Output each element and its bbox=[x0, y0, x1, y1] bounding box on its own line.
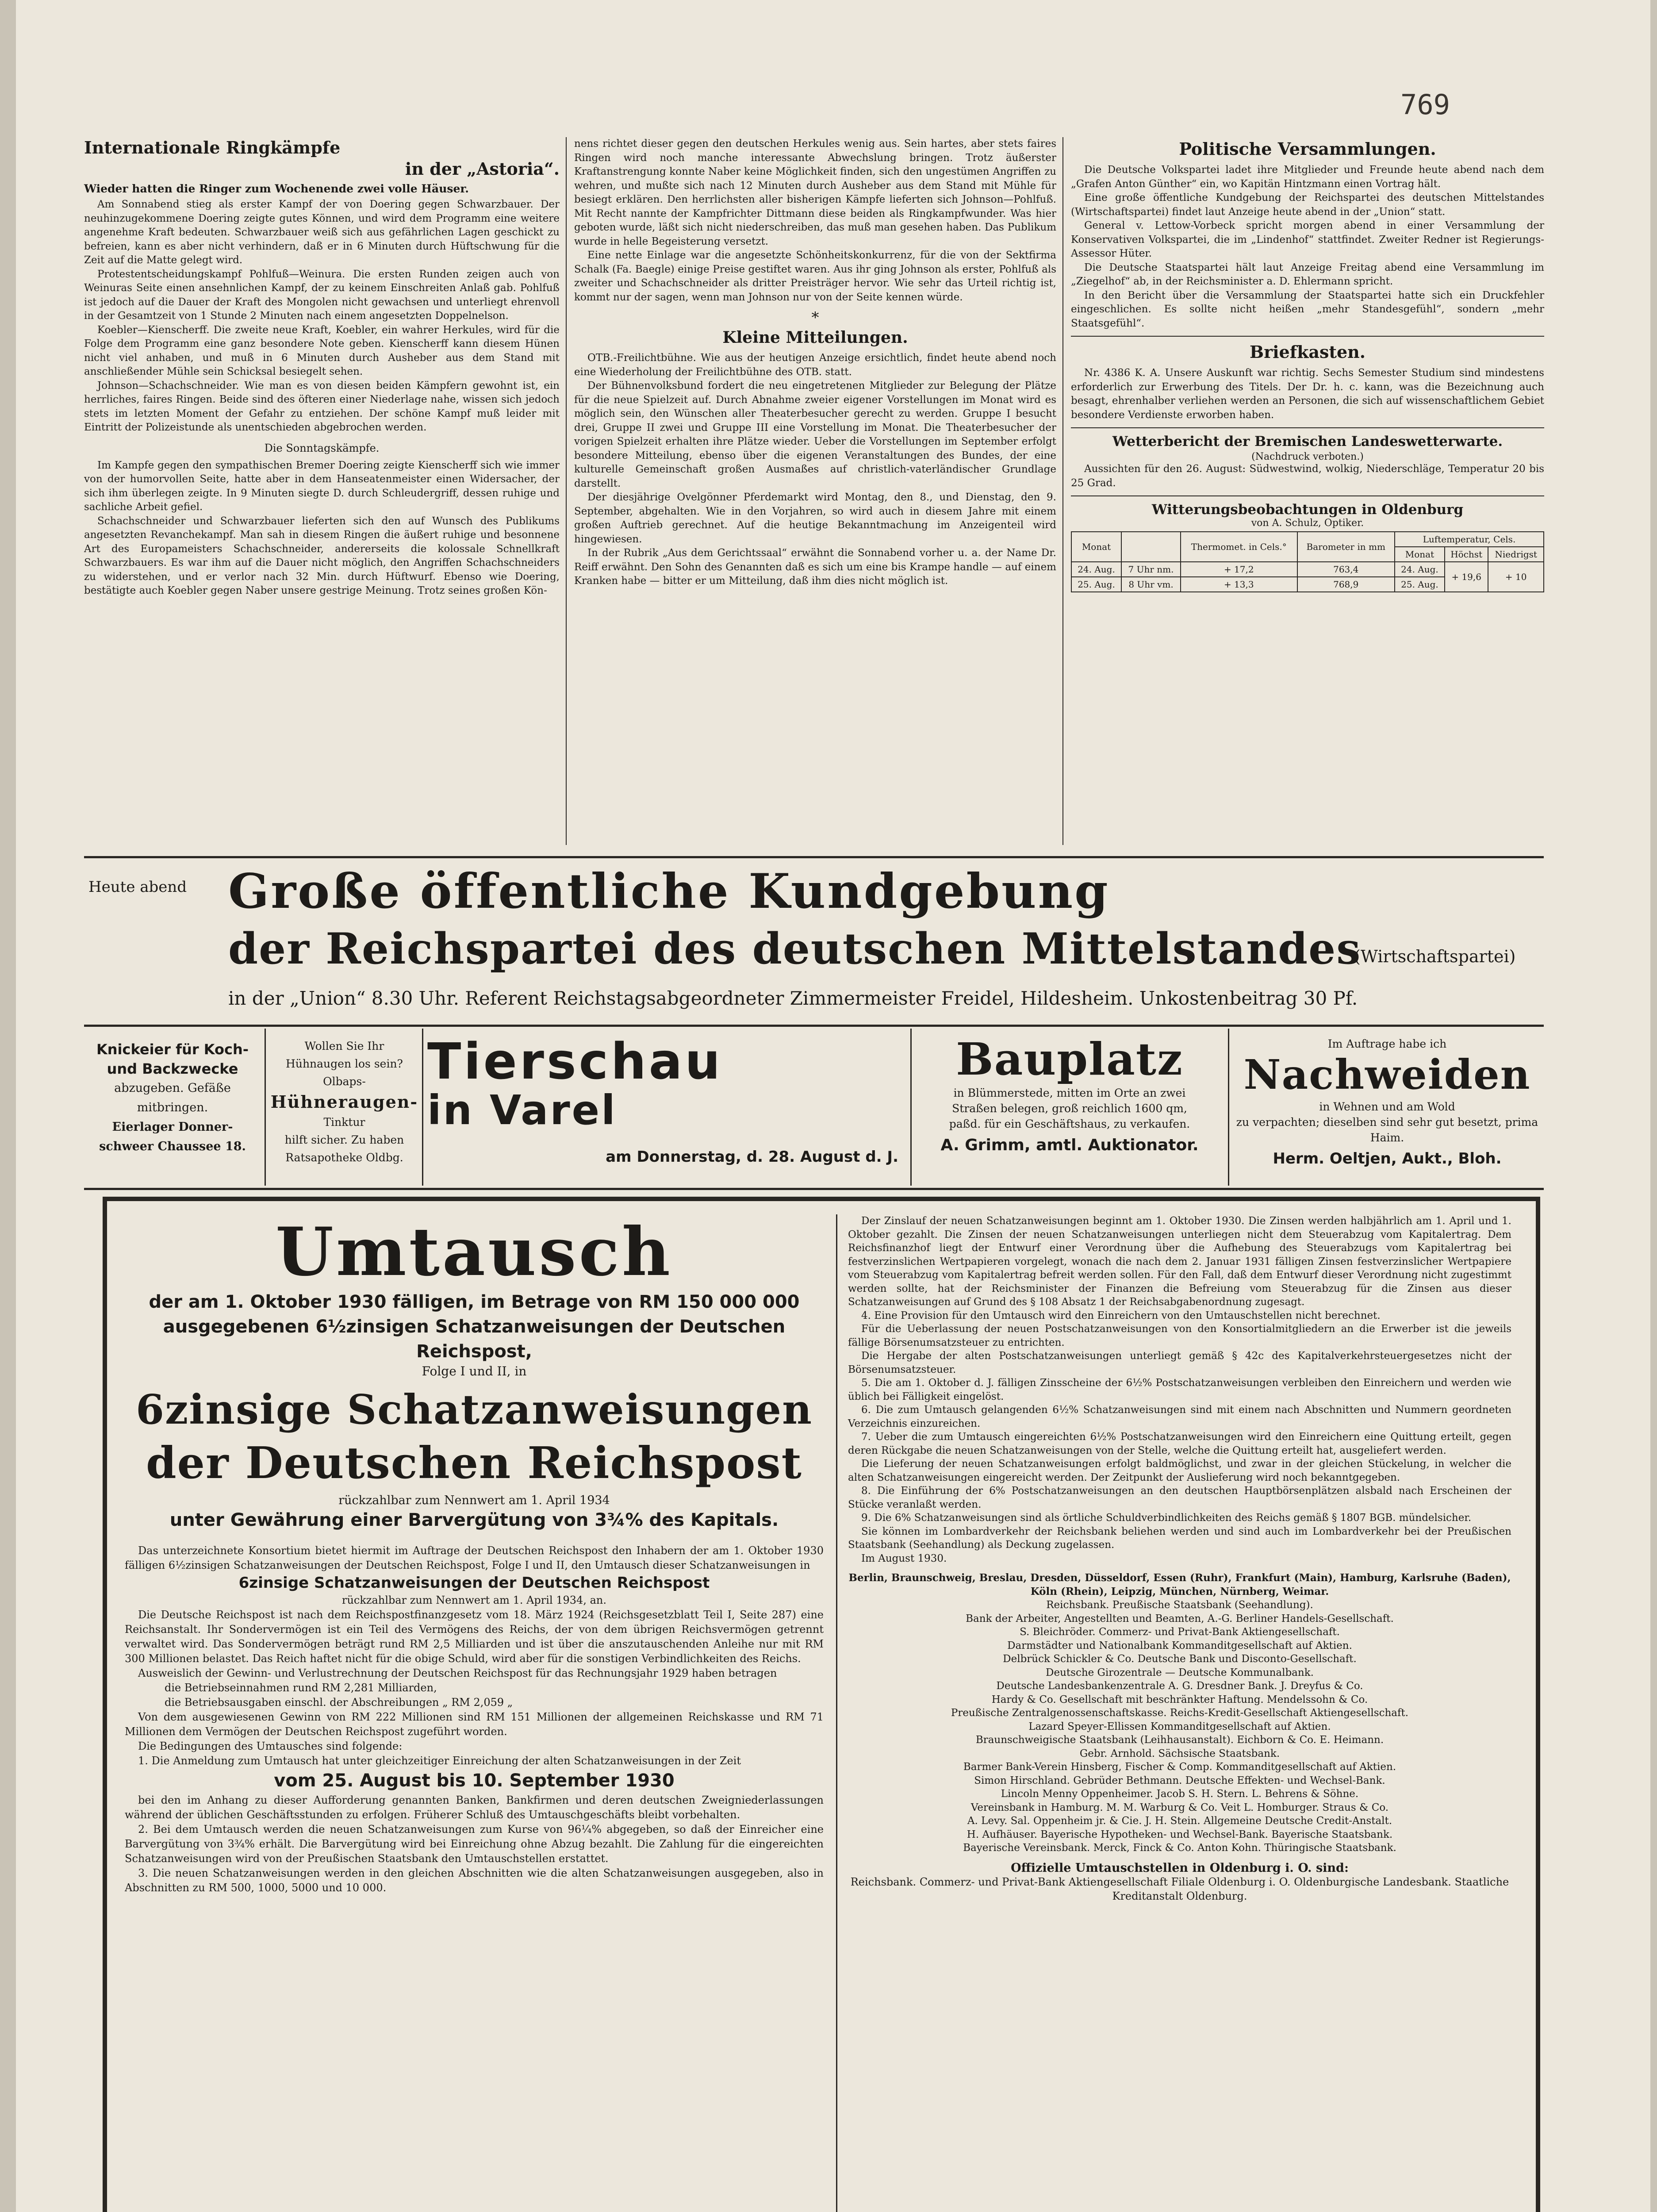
nachweiden-line: in Wehnen und am Wold bbox=[1319, 1100, 1455, 1113]
kleine-paragraph: Der diesjährige Ovelgönner Pferdemarkt wird Montag, den 8., und Dienstag, den 9. September, abgehalten. Wie in den Vorjahren, so wird auch in diesem Jahre mit einem großen Auftrieb gerechnet. Auf die heutige Bekanntmachung im Anzeigenteil wird hingewiesen. bbox=[574, 492, 1056, 545]
umtausch-left-body bbox=[125, 1544, 824, 1895]
kleine-paragraph: In der Rubrik „Aus dem Gerichtssaal“ erwähnt die Sonnabend vorher u. a. der Name Dr. Reiff erwähnt. Den Sohn des Genannten daß es sich um eine bis Krampe handle — auf einem Kranken habe — bitter er um Mitteilung, daß ihm dies nicht möglich ist. bbox=[574, 547, 1056, 587]
bank-line: S. Bleichröder. Commerz- und Privat-Bank Aktiengesellschaft. bbox=[1020, 1626, 1340, 1638]
ads-top-rule bbox=[84, 1025, 1544, 1027]
section-rule bbox=[1071, 427, 1544, 428]
umtausch-paragraph: Die Deutsche Reichspost ist nach dem Reichspostfinanzgesetz vom 18. März 1924 (Reichsgesetzblatt Teil I, Seite 287) eine Reichsanstalt. Ihr Sondervermögen ist ein Teil des Vermögens des Reichs, der von dem übrigen Reichsvermögen getrennt verwaltet wird. Das Sondervermögen beträgt rund RM 2,5 Milliarden und ist über die anszutauschenden Anleihe nur mit RM 300 Millionen belastet. Das Reich haftet nicht für die obige Schuld, wird aber für die sonstigen Verbindlichkeiten des Reichs. bbox=[125, 1609, 824, 1665]
ringkampf-continued-body bbox=[574, 137, 1056, 304]
sunday-paragraph: Schachschneider und Schwarzbauer lieferten sich den auf Wunsch des Publikums angesetzten Revanchekampf. Man sah in diesem Ringen die äußert ruhige und besonnene Art des Europameisters Schachschneider, andererseits die kolossale Schnellkraft Schwarzbauers. Es war ihm auf die Dauer nicht möglich, den Angriffen Schachschneiders zu widerstehen, und er verlor nach 32 Min. durch Hüftwurf. Ebenso wie Doering, bestätigte auch Koebler gegen Naber unsere gestrige Meinung. Trotz seines großen Kön- bbox=[84, 515, 560, 596]
nachweiden-sign: Herm. Oeltjen, Aukt., Bloh. bbox=[1273, 1150, 1502, 1167]
bank-line: Deutsche Landesbankenzentrale A. G. Dresdner Bank. J. Dreyfus & Co. bbox=[996, 1680, 1363, 1692]
umtausch-paragraph: Das unterzeichnete Konsortium bietet hiermit im Auftrage der Deutschen Reichspost den Inhabern der am 1. Oktober 1930 fälligen 6½zinsigen Schatzanweisungen der Deutschen Reichspost, Folge I und II, den Umtausch dieser Schatzanweisungen in bbox=[125, 1544, 824, 1571]
table-cell: + 10 bbox=[1488, 562, 1544, 592]
umtausch-paragraph: die Betriebseinnahmen rund RM 2,281 Milliarden, bbox=[165, 1682, 437, 1694]
umtausch-line2: ausgegebenen 6½zinsigen Schatzanweisungen der Deutschen Reichspost, bbox=[163, 1317, 786, 1362]
umtausch-line3: Folge I und II, in bbox=[422, 1364, 527, 1379]
wetter-note: (Nachdruck verboten.) bbox=[1251, 451, 1364, 462]
kundgebung-line2-suffix: (Wirtschaftspartei) bbox=[1354, 947, 1516, 966]
column-divider bbox=[566, 137, 567, 845]
bauplatz-line: paßd. für ein Geschäftshaus, zu verkaufen. bbox=[949, 1118, 1190, 1130]
table-header: Monat bbox=[1395, 547, 1445, 562]
bank-line: Hardy & Co. Gesellschaft mit beschränkter Haftung. Mendelssohn & Co. bbox=[991, 1694, 1368, 1705]
umtausch-paragraph: 8. Die Einführung der 6% Postschatzanweisungen an den deutschen Hauptbörsenplätzen alsbald nach Erscheinen der Stücke veranlaßt werden. bbox=[848, 1485, 1511, 1510]
umtausch-paragraph: 3. Die neuen Schatzanweisungen werden in den gleichen Abschnitten wie die alten Schatzanweisungen ausgegeben, also in Abschnitten zu RM 500, 1000, 5000 und 10 000. bbox=[125, 1867, 824, 1894]
banner-top-rule bbox=[84, 856, 1544, 858]
bauplatz-line: Straßen belegen, groß reichlich 1600 qm, bbox=[952, 1102, 1187, 1115]
bauplatz-sign: A. Grimm, amtl. Auktionator. bbox=[940, 1136, 1199, 1154]
ad-knickeier-line: schweer Chaussee 18. bbox=[99, 1140, 246, 1153]
nachweiden-top: Im Auftrage habe ich bbox=[1327, 1037, 1447, 1050]
umtausch-paragraph: 5. Die am 1. Oktober d. J. fälligen Zinsscheine der 6½% Postschatzanweisungen verbleiben den Einreichern und werden wie üblich bei Fälligkeit eingelöst. bbox=[848, 1377, 1511, 1402]
section-rule bbox=[1071, 495, 1544, 496]
ringkampf-paragraph: nens richtet dieser gegen den deutschen Herkules wenig aus. Sein hartes, aber stets faires Ringen wird noch manche interessante Abwechslung bringen. Trotz äußerster Kraftanstrengung konnte Naber keine Möglichkeit finden, sich den ungestümen Angriffen zu wehren, und mußte sich nach 12 Minuten durch Ausheber aus dem Stand mit Mühle für besiegt erklären. Den herrlichsten aller bisherigen Kämpfe lieferten sich Johnson—Pohlfuß. Mit Recht nannte der Kampfrichter Dittmann diese beiden als Ringkampfwunder. Was hier geboten wurde, läßt sich nicht niederschreiben, das muß man gesehen haben. Das Publikum wurde in helle Begeisterung versetzt. bbox=[574, 138, 1056, 247]
umtausch-paragraph: bei den im Anhang zu dieser Aufforderung genannten Banken, Bankfirmen und deren deutschen Zweigniederlassungen während der üblichen Geschäftsstunden zu erfolgen. Früherer Schluß des Umtauschgeschäfts bleibt vorbehalten. bbox=[125, 1794, 824, 1821]
bank-line: Darmstädter und Nationalbank Kommanditgesellschaft auf Aktien. bbox=[1007, 1640, 1352, 1651]
umtausch-line1: der am 1. Oktober 1930 fälligen, im Betrage von RM 150 000 000 bbox=[149, 1292, 800, 1312]
table-cell: 24. Aug. bbox=[1071, 562, 1121, 577]
umtausch-right-body bbox=[848, 1214, 1511, 1565]
ad-divider bbox=[422, 1029, 423, 1186]
umtausch-paragraph: Die Bedingungen des Umtausches sind folgende: bbox=[138, 1740, 403, 1752]
umtausch-paragraph: 7. Ueber die zum Umtausch eingereichten 6½% Postschatzanweisungen wird den Einreichern eine Quittung erteilt, gegen deren Rückgabe die neuen Schatzanweisungen von der Stelle, welche die Quittung erteilt hat, ausgeliefert werden. bbox=[848, 1431, 1511, 1456]
ringkampf-continued bbox=[574, 137, 1056, 588]
table-cell: 25. Aug. bbox=[1071, 577, 1121, 592]
table-header: Niedrigst bbox=[1488, 547, 1544, 562]
umtausch-paragraph: 2. Bei dem Umtausch werden die neuen Schatzanweisungen zum Kurse von 96¼% abgegeben, so daß der Einreicher eine Barvergütung von 3¾% erhält. Die Barvergütung wird bei Einreichung ohne Abzug bezahlt. Die Zahlung für die eingereichten Schatzanweisungen wird von der Preußischen Staatsbank den Umtauschstellen erstattet. bbox=[125, 1823, 824, 1865]
wetter-body bbox=[1071, 462, 1544, 490]
table-header-row bbox=[1071, 532, 1544, 547]
politische-paragraph: In den Bericht über die Versammlung der Staatspartei hatte sich ein Druckfehler eingeschlichen. Es sollte nicht heißen „mehr Standesgefühl“, sondern „mehr Staatsgefühl“. bbox=[1071, 289, 1544, 329]
ad-divider bbox=[265, 1029, 266, 1186]
ad-knickeier-line: abzugeben. Gefäße bbox=[114, 1081, 231, 1095]
table-header: Luftemperatur, Cels. bbox=[1395, 532, 1544, 547]
umtausch-paragraph: Für die Ueberlassung der neuen Postschatzanweisungen von den Konsortialmitgliedern an die Erwerber ist die jeweils fällige Börsenumsatzsteuer zu entrichten. bbox=[848, 1323, 1511, 1348]
sunday-heading: Die Sonntagskämpfe. bbox=[264, 442, 380, 454]
bank-line: Gebr. Arnhold. Sächsische Staatsbank. bbox=[1079, 1747, 1280, 1759]
bank-line: H. Aufhäuser. Bayerische Hypotheken- und Wechsel-Bank. Bayerische Staatsbank. bbox=[967, 1828, 1393, 1840]
sunday-body bbox=[84, 459, 560, 598]
ad-knickeier-line: mitbringen. bbox=[137, 1101, 208, 1114]
bank-line: Braunschweigische Staatsbank (Leihhausanstalt). Eichborn & Co. E. Heimann. bbox=[975, 1734, 1384, 1746]
umtausch-left bbox=[125, 1214, 824, 1895]
umtausch-paragraph: 9. Die 6% Schatzanweisungen sind als örtliche Schuldverbindlichkeiten des Reichs gemäß § 1807 BGB. mündelsicher. bbox=[861, 1512, 1472, 1524]
page-number: 769 bbox=[1400, 88, 1450, 121]
ringkampf-article bbox=[84, 137, 560, 598]
umtausch-big2: der Deutschen Reichspost bbox=[146, 1438, 802, 1489]
witterung-title: Witterungsbeobachtungen in Oldenburg bbox=[1151, 502, 1464, 518]
umtausch-title: Umtausch bbox=[276, 1213, 673, 1291]
kleine-paragraph: OTB.-Freilichtbühne. Wie aus der heutigen Anzeige ersichtlich, findet heute abend noch eine Wiederholung der Freilichtbühne des OTB. statt. bbox=[574, 352, 1056, 378]
ad-huehner-line: hilft sicher. Zu haben bbox=[284, 1133, 404, 1146]
ad-bauplatz bbox=[915, 1033, 1224, 1154]
table-cell: 24. Aug. bbox=[1395, 562, 1445, 577]
bauplatz-title: Bauplatz bbox=[956, 1033, 1183, 1085]
table-cell: + 13,3 bbox=[1181, 577, 1297, 592]
umtausch-paragraph: 4. Eine Provision für den Umtausch wird den Einreichern von den Umtauschstellen nicht berechnet. bbox=[861, 1310, 1381, 1321]
ad-huehner-line: Hühnaugen los sein? bbox=[286, 1057, 403, 1070]
ad-huehner-line: Ratsapotheke Oldbg. bbox=[285, 1151, 403, 1164]
kundgebung-line3: in der „Union“ 8.30 Uhr. Referent Reichstagsabgeordneter Zimmermeister Freidel, Hildesheim. Unkostenbeitrag 30 Pf. bbox=[228, 987, 1358, 1009]
witterung-subtitle: von A. Schulz, Optiker. bbox=[1251, 518, 1364, 529]
ad-huehneraugen bbox=[270, 1037, 418, 1167]
ad-knickeier bbox=[84, 1040, 261, 1156]
ad-divider bbox=[1228, 1029, 1229, 1186]
politische-paragraph: Die Deutsche Staatspartei hält laut Anzeige Freitag abend eine Versammlung im „Ziegelhof“ ab, in der Reichsminister a. D. Ehlermann spricht. bbox=[1071, 261, 1544, 287]
umtausch-paragraph: Der Zinslauf der neuen Schatzanweisungen beginnt am 1. Oktober 1930. Die Zinsen werden halbjährlich am 1. April und 1. Oktober gezahlt. Die Zinsen der neuen Schatzanweisungen unterliegen nicht dem Steuerabzug vom Kapitalertrag. Dem Reichsfinanzhof liegt der Entwurf einer Verordnung über die Aufhebung des Steuerabzugs vom Kapitalertrag bei festverzinslichen Wertpapieren vorgelegt, wonach die nach dem 2. Januar 1931 fälligen Zinsen festverzinslicher Wertpapiere vom Steuerabzug vom Kapitalertrag befreit werden sollen. Für den Fall, daß dem Entwurf dieser Verordnung nicht zugestimmt werden sollte, hat der Reichsminister der Finanzen die Befreiung vom Steuerabzug für die Zinsen aus dieser Schatzanweisungen auf Grund des § 108 Absatz 1 der Reichsabgabenordnung zugesagt. bbox=[848, 1215, 1511, 1308]
bank-line: Deutsche Girozentrale — Deutsche Kommunalbank. bbox=[1046, 1667, 1314, 1678]
umtausch-paragraph: die Betriebsausgaben einschl. der Abschreibungen „ RM 2,059 „ bbox=[165, 1696, 513, 1709]
umtausch-paragraph: Sie können im Lombardverkehr der Reichsbank beliehen werden und sind auch im Lombardverkehr bei der Preußischen Staatsbank (Seehandlung) als Deckung zugelassen. bbox=[848, 1525, 1511, 1551]
bank-line: Reichsbank. Preußische Staatsbank (Seehandlung). bbox=[1046, 1599, 1313, 1611]
umtausch-paragraph: Die Lieferung der neuen Schatzanweisungen erfolgt baldmöglichst, und zwar in der gleichen Stückelung, in welcher die alten Schatzanweisungen eingereicht werden. Der Zeitpunkt der Auslieferung wird noch bekanntgegeben. bbox=[848, 1458, 1511, 1483]
table-cell: 768,9 bbox=[1297, 577, 1395, 592]
umtausch-line5: unter Gewährung einer Barvergütung von 3¾% des Kapitals. bbox=[169, 1510, 779, 1530]
witterung-table bbox=[1071, 531, 1544, 592]
section-rule bbox=[1071, 336, 1544, 337]
kundgebung-line2: der Reichspartei des deutschen Mittelstandes bbox=[228, 924, 1362, 974]
table-row bbox=[1071, 562, 1544, 577]
briefkasten-text: Nr. 4386 K. A. Unsere Auskunft war richtig. Sechs Semester Studium sind mindestens erforderlich zur Erwerbung des Titels. Der Dr. h. c. kann, was die Bezeichnung auch besagt, ehrenhalber verliehen werden an Personen, die sich auf wissenschaftlichem Gebiet besondere Verdienste erworben haben. bbox=[1071, 367, 1544, 421]
umtausch-paragraph: Von dem ausgewiesenen Gewinn von RM 222 Millionen sind RM 151 Millionen der allgemeinen Reichskasse und RM 71 Millionen dem Vermögen der Deutschen Reichspost zugeführt worden. bbox=[125, 1711, 824, 1738]
tierschau-date: am Donnerstag, d. 28. August d. J. bbox=[606, 1148, 898, 1166]
ad-huehner-line: Tinktur bbox=[323, 1116, 365, 1129]
kleine-body bbox=[574, 351, 1056, 588]
ringkampf-subtitle: Wieder hatten die Ringer zum Wochenende zwei volle Häuser. bbox=[84, 182, 469, 195]
right-column bbox=[1071, 137, 1544, 592]
ringkampf-paragraph: Protestentscheidungskampf Pohlfuß—Weinura. Die ersten Runden zeigen auch von Weinuras Seite einen ansehnlichen Kampf, der zu keinem Einschreiten Anlaß gab. Pohlfuß ist jedoch auf die Dauer der Kraft des Mongolen nicht gewachsen und unterliegt ehrenvoll in der Gesamtzeit von 1 Stunde 2 Minuten nach einem angesetzten Doppelnelson. bbox=[84, 268, 560, 322]
umtausch-paragraph: Die Hergabe der alten Postschatzanweisungen unterliegt gemäß § 42c des Kapitalverkehrsteuergesetzes nicht der Börsenumsatzsteuer. bbox=[848, 1350, 1511, 1375]
wetter-text: Aussichten für den 26. August: Südwestwind, wolkig, Niederschläge, Temperatur 20 bis 25 Grad. bbox=[1071, 463, 1544, 489]
politische-title: Politische Versammlungen. bbox=[1179, 139, 1436, 159]
table-cell: 763,4 bbox=[1297, 562, 1395, 577]
bank-line: Lincoln Menny Oppenheimer. Jacob S. H. Stern. L. Behrens & Söhne. bbox=[1001, 1788, 1359, 1800]
asterisk-separator: * bbox=[811, 309, 819, 326]
politische-body bbox=[1071, 163, 1544, 330]
umtausch-divider bbox=[836, 1214, 837, 2212]
nachweiden-title: Nachweiden bbox=[1243, 1051, 1531, 1098]
tierschau-title: Tierschau bbox=[427, 1033, 723, 1091]
ringkampf-paragraph: Eine nette Einlage war die angesetzte Schönheitskonkurrenz, für die von der Sektfirma Schalk (Fa. Baegle) einige Preise gestiftet waren. Aus ihr ging Johnson als erster, Pohlfuß als zweiter und Schachschneider als dritter Preisträger hervor. Wie sehr das Urteil richtig ist, kommt nur der sagen, wenn man Johnson nur von der Seite kennen würde. bbox=[574, 250, 1056, 303]
kleine-paragraph: Der Bühnenvolksbund fordert die neu eingetretenen Mitglieder zur Belegung der Plätze für die neue Spielzeit auf. Durch Abnahme zweier eigener Vorstellungen im Monat wird es möglich sein, den Wünschen aller Theaterbesucher gerecht zu werden. Gruppe I besucht drei, Gruppe II zwei und Gruppe III eine Vorstellung im Monat. Die Theaterbesucher der vorigen Spielzeit erhalten ihre Plätze wieder. Ueber die Vorstellungen im September erfolgt besondere Mitteilung, ebenso über die eigenen Veranstaltungen des Bundes, der eine kulturelle Gemeinschaft großen Ausmaßes auf christlich-vaterländischer Grundlage darstellt. bbox=[574, 380, 1056, 489]
umtausch-paragraph: 6zinsige Schatzanweisungen der Deutschen Reichspost bbox=[238, 1574, 710, 1592]
ads-bottom-rule bbox=[84, 1188, 1544, 1190]
bank-line: Bank der Arbeiter, Angestellten und Beamten, A.-G. Berliner Handels-Gesellschaft. bbox=[966, 1613, 1394, 1624]
ringkampf-title-1: Internationale Ringkämpfe bbox=[84, 138, 341, 157]
table-cell: + 19,6 bbox=[1445, 562, 1488, 592]
table-header bbox=[1121, 532, 1181, 562]
ad-tierschau bbox=[427, 1035, 907, 1186]
umtausch-paragraph: rückzahlbar zum Nennwert am 1. April 1934, an. bbox=[342, 1594, 606, 1606]
ad-divider bbox=[910, 1029, 912, 1186]
ringkampf-body bbox=[84, 198, 560, 435]
bank-line: Bayerische Vereinsbank. Merck, Finck & Co. Anton Kohn. Thüringische Staatsbank. bbox=[963, 1842, 1396, 1854]
politische-paragraph: Die Deutsche Volkspartei ladet ihre Mitglieder und Freunde heute abend nach dem „Grafen Anton Günther“ ein, wo Kapitän Hintzmann einen Vortrag hält. bbox=[1071, 164, 1544, 190]
table-header: Höchst bbox=[1445, 547, 1488, 562]
kundgebung-prefix: Heute abend bbox=[88, 878, 187, 896]
politische-paragraph: Eine große öffentliche Kundgebung der Reichspartei des deutschen Mittelstandes (Wirtschaftspartei) findet laut Anzeige heute abend in der „Union“ statt. bbox=[1071, 192, 1544, 218]
table-cell: + 17,2 bbox=[1181, 562, 1297, 577]
table-header: Thermomet. in Cels.° bbox=[1181, 532, 1297, 562]
ringkampf-paragraph: Koebler—Kienscherff. Die zweite neue Kraft, Koebler, ein wahrer Herkules, wird für die Folge dem Programm eine ganz besondere Note geben. Kienscherff kann diesem Hünen nicht viel anhaben, und muß in 6 Minuten durch Ausheber aus dem Stand mit anschließender Mühle sein Schicksal besiegelt sehen. bbox=[84, 324, 560, 377]
bauplatz-line: in Blümmerstede, mitten im Orte an zwei bbox=[953, 1087, 1186, 1099]
bank-line: Delbrück Schickler & Co. Deutsche Bank und Disconto-Gesellschaft. bbox=[1003, 1653, 1357, 1665]
umtausch-paragraph: Im August 1930. bbox=[861, 1552, 947, 1564]
ad-nachweiden bbox=[1232, 1037, 1542, 1167]
table-cell: 25. Aug. bbox=[1395, 577, 1445, 592]
umtausch-paragraph: vom 25. August bis 10. September 1930 bbox=[274, 1770, 675, 1791]
official-title: Offizielle Umtauschstellen in Oldenburg i. O. sind: bbox=[1011, 1861, 1349, 1875]
ad-huehner-line: Olbaps- bbox=[323, 1075, 366, 1088]
umtausch-paragraph: Ausweislich der Gewinn- und Verlustrechnung der Deutschen Reichspost für das Rechnungsjahr 1929 haben betragen bbox=[138, 1667, 777, 1679]
table-cell: 8 Uhr vm. bbox=[1121, 577, 1181, 592]
bank-list bbox=[848, 1571, 1511, 1855]
table-cell: 7 Uhr nm. bbox=[1121, 562, 1181, 577]
sunday-paragraph: Im Kampfe gegen den sympathischen Bremer Doering zeigte Kienscherff sich wie immer von der humorvollen Seite, hatte aber in dem Hanseatenmeister einen Widersacher, der sich ihm überlegen zeigte. In 9 Minuten siegte D. durch Schleudergriff, dessen ruhige und sachliche Arbeit gefiel. bbox=[84, 459, 560, 513]
kundgebung-line1: Große öffentliche Kundgebung bbox=[228, 864, 1110, 919]
bank-line: Vereinsbank in Hamburg. M. M. Warburg & Co. Veit L. Homburger. Straus & Co. bbox=[970, 1801, 1389, 1813]
bank-line: Barmer Bank-Verein Hinsberg, Fischer & Comp. Kommanditgesellschaft auf Aktien. bbox=[963, 1761, 1396, 1773]
ringkampf-paragraph: Johnson—Schachschneider. Wie man es von diesen beiden Kämpfern gewohnt ist, ein herrliches, faires Ringen. Beide sind des öfteren einer Niederlage nahe, wissen sich jedoch stets im letzten Moment der Gefahr zu entziehen. Der schöne Kampf muß leider mit Eintritt der Polizeistunde als unentschieden abgebrochen werden. bbox=[84, 380, 560, 433]
ad-huehner-line: Hühneraugen- bbox=[270, 1092, 418, 1112]
official-text: Reichsbank. Commerz- und Privat-Bank Aktiengesellschaft Filiale Oldenburg i. O. Oldenburgische Landesbank. Staatliche Kreditanstalt Oldenburg. bbox=[850, 1875, 1509, 1902]
wetter-title: Wetterbericht der Bremischen Landeswetterwarte. bbox=[1112, 434, 1503, 449]
briefkasten-title: Briefkasten. bbox=[1249, 342, 1366, 362]
bank-line: Berlin, Braunschweig, Breslau, Dresden, Düsseldorf, Essen (Ruhr), Frankfurt (Main), Hamburg, Karlsruhe (Baden), Köln (Rhein), Leipzig, München, Nürnberg, Weimar. bbox=[848, 1572, 1511, 1598]
briefkasten-body bbox=[1071, 366, 1544, 422]
table-header: Monat bbox=[1071, 532, 1121, 562]
umtausch-big1: 6zinsige Schatzanweisungen bbox=[136, 1386, 813, 1433]
bank-line: Preußische Zentralgenossenschaftskasse. Reichs-Kredit-Gesellschaft Aktiengesellschaft. bbox=[951, 1707, 1409, 1719]
ad-knickeier-line: und Backzwecke bbox=[107, 1060, 238, 1077]
bank-line: Lazard Speyer-Ellissen Kommanditgesellschaft auf Aktien. bbox=[1028, 1720, 1331, 1732]
bank-line: A. Levy. Sal. Oppenheim jr. & Cie. J. H. Stein. Allgemeine Deutsche Credit-Anstalt. bbox=[967, 1815, 1392, 1827]
newspaper-page bbox=[16, 0, 1650, 2212]
ad-knickeier-line: Eierlager Donner- bbox=[112, 1120, 233, 1134]
ringkampf-title-2: in der „Astoria“. bbox=[405, 159, 560, 179]
ringkampf-paragraph: Am Sonnabend stieg als erster Kampf der von Doering gegen Schwarzbauer. Der neuhinzugekommene Doering zeigte gutes Können, und wird dem Programm eine weitere angenehme Kraft bedeuten. Schwarzbauer weiß sich aus gefährlichen Lagen geschickt zu befreien, kann es aber nicht verhindern, daß er in 6 Minuten durch Hüftschwung für die Zeit auf die Matte gelegt wird. bbox=[84, 199, 560, 266]
umtausch-right bbox=[848, 1214, 1511, 1903]
umtausch-paragraph: 6. Die zum Umtausch gelangenden 6½% Schatzanweisungen sind mit einem nach Abschnitten und Nummern geordneten Verzeichnis einzureichen. bbox=[848, 1404, 1511, 1429]
column-divider bbox=[1062, 137, 1063, 845]
kleine-title: Kleine Mitteilungen. bbox=[722, 328, 908, 347]
tierschau-place: in Varel bbox=[427, 1087, 617, 1134]
nachweiden-line: zu verpachten; dieselben sind sehr gut besetzt, prima Haim. bbox=[1236, 1116, 1538, 1144]
bank-line: Simon Hirschland. Gebrüder Bethmann. Deutsche Effekten- und Wechsel-Bank. bbox=[974, 1774, 1385, 1786]
ad-huehner-line: Wollen Sie Ihr bbox=[304, 1040, 384, 1052]
umtausch-line4: rückzahlbar zum Nennwert am 1. April 1934 bbox=[338, 1494, 610, 1507]
table-header: Barometer in mm bbox=[1297, 532, 1395, 562]
umtausch-box bbox=[103, 1197, 1540, 2212]
ad-knickeier-line: Knickeier für Koch- bbox=[96, 1041, 249, 1058]
politische-paragraph: General v. Lettow-Vorbeck spricht morgen abend in einer Versammlung der Konservativen Volkspartei, die im „Lindenhof“ stattfindet. Zweiter Redner ist Regierungs-Assessor Hüter. bbox=[1071, 220, 1544, 259]
umtausch-paragraph: 1. Die Anmeldung zum Umtausch hat unter gleichzeitiger Einreichung der alten Schatzanweisungen in der Zeit bbox=[138, 1755, 741, 1767]
